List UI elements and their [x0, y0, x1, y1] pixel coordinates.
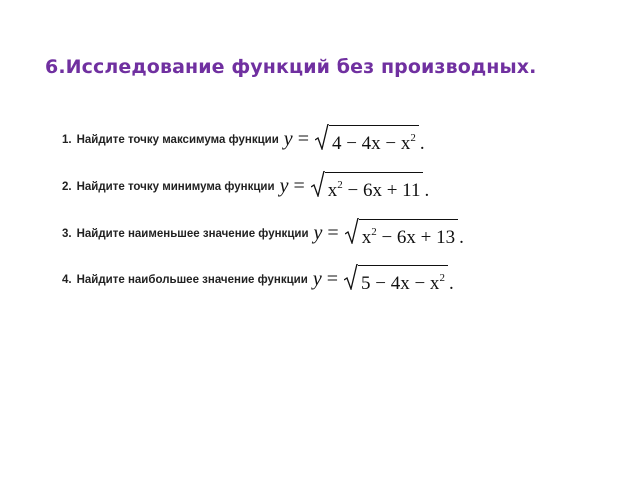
radical-sign-icon [311, 171, 325, 197]
formula-equals: = [326, 268, 338, 290]
sqrt [344, 264, 448, 295]
task-2 [62, 171, 429, 202]
task-text: Найдите наименьшее значение функции [76, 227, 309, 240]
formula-y: y [312, 268, 322, 290]
radicand [329, 125, 419, 155]
formula-y: y [283, 128, 293, 150]
radicand [325, 172, 424, 202]
radicand-expr: 5 − 4x − x [361, 273, 440, 294]
formula-end: . [424, 180, 430, 201]
task-text: Найдите наибольшее значение функции [76, 273, 308, 286]
radicand-power: 2 [337, 179, 343, 191]
radical-sign-icon [345, 218, 359, 244]
task-text: Найдите точку максимума функции [76, 133, 279, 146]
formula-equals: = [293, 175, 305, 197]
radicand-var: x [327, 180, 338, 201]
task-number: 4. [62, 273, 72, 286]
formula-y: y [313, 222, 323, 244]
radicand-rest: − 6x + 13 [376, 227, 456, 248]
radical-sign-icon [315, 124, 329, 150]
task-1 [62, 124, 425, 155]
sqrt [311, 171, 424, 202]
radicand [358, 265, 448, 295]
formula-equals: = [297, 128, 309, 150]
sqrt [315, 124, 419, 155]
formula [313, 264, 454, 295]
task-text: Найдите точку минимума функции [76, 180, 275, 193]
radicand-power: 2 [410, 132, 416, 144]
task-4 [62, 264, 454, 295]
formula-end: . [448, 273, 454, 294]
formula-end: . [419, 133, 425, 154]
slide-title: 6.Исследование функций без производных. [45, 56, 537, 78]
radicand-rest: − 6x + 11 [342, 180, 421, 201]
radicand-expr: 4 − 4x − x [331, 133, 411, 154]
formula [314, 218, 464, 249]
formula-equals: = [327, 222, 339, 244]
formula [284, 124, 425, 155]
radicand-var: x [361, 227, 372, 248]
task-number: 3. [62, 227, 72, 240]
formula-y: y [279, 175, 289, 197]
formula [280, 171, 430, 202]
sqrt [345, 218, 458, 249]
radicand-power: 2 [439, 272, 445, 284]
radicand-power: 2 [371, 226, 377, 238]
radical-sign-icon [344, 264, 358, 290]
task-number: 1. [62, 133, 72, 146]
task-number: 2. [62, 180, 72, 193]
formula-end: . [459, 227, 464, 248]
task-3 [62, 218, 464, 249]
radicand [359, 219, 458, 249]
